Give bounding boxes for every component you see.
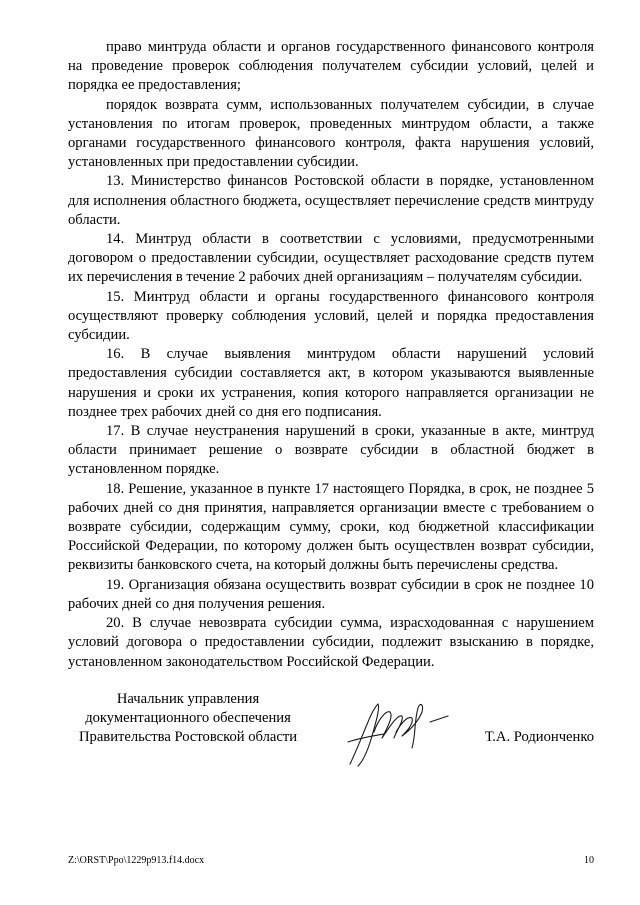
signatory-position	[68, 690, 308, 748]
signatory-position-line: документационного обеспечения	[85, 710, 291, 727]
document-body	[68, 38, 594, 672]
signatory-name: Т.А. Родионченко	[484, 729, 594, 745]
paragraph-item-20: 20. В случае невозврата субсидии сумма, израсходованная с нарушением условий договора о предоставлении субсидии, подлежит взысканию в порядке, установленном законодательством Российской Федерации.	[68, 615, 594, 670]
footer-file-path: Z:\ORST\Ppo\1229p913.f14.docx	[68, 855, 205, 866]
handwritten-signature	[338, 692, 458, 772]
paragraph-item-16: 16. В случае выявления минтрудом области нарушений условий предоставления субсидии составляется акт, в котором указываются выявленные нарушения и сроки их устранения, копия которого направляется организации не позднее трех рабочих дней со дня его подписания.	[68, 346, 594, 420]
paragraph-right-of-control: право минтруда области и органов государственного финансового контроля на проведение проверок соблюдения получателем субсидии условий, целей и порядка ее предоставления;	[68, 39, 594, 94]
paragraph-item-19: 19. Организация обязана осуществить возврат субсидии в срок не позднее 10 рабочих дней со дня получения решения.	[68, 576, 594, 612]
page-number: 10	[584, 855, 594, 866]
signature-block	[0, 690, 640, 780]
paragraph-item-14: 14. Минтруд области в соответствии с условиями, предусмотренными договором о предоставлении субсидии, осуществляет расходование средств путем их перечисления в течение 2 рабочих дней организациям – получателям субсидии.	[68, 231, 594, 286]
signatory-position-line: Начальник управления	[116, 691, 260, 707]
paragraph-item-17: 17. В случае неустранения нарушений в сроки, указанные в акте, минтруд области принимает решение о возврате субсидии в областной бюджет в установленном порядке.	[68, 423, 594, 478]
paragraph-item-18: 18. Решение, указанное в пункте 17 настоящего Порядка, в срок, не позднее 5 рабочих дней со дня принятия, направляется организации вместе с требованием о возврате субсидии, содержащим сумму, сроки, код бюджетной классификации Российской Федерации, по которому должен быть осуществлен возврат субсидии, реквизиты банковского счета, на который должны быть перечислены средства.	[68, 480, 594, 574]
paragraph-item-15: 15. Минтруд области и органы государственного финансового контроля осуществляют проверку соблюдения условий, целей и порядка предоставления субсидии.	[68, 288, 594, 344]
signatory-position-line: Правительства Ростовской области	[78, 729, 298, 746]
paragraph-refund-procedure: порядок возврата сумм, использованных получателем субсидии, в случае установления по итогам проверок, проведенных минтрудом области, а также органами государственного финансового контроля, факта нарушения условий, установленных при предоставлении субсидии.	[68, 96, 594, 171]
paragraph-item-13: 13. Министерство финансов Ростовской области в порядке, установленном для исполнения областного бюджета, осуществляет перечисление средств минтруду области.	[68, 173, 594, 228]
